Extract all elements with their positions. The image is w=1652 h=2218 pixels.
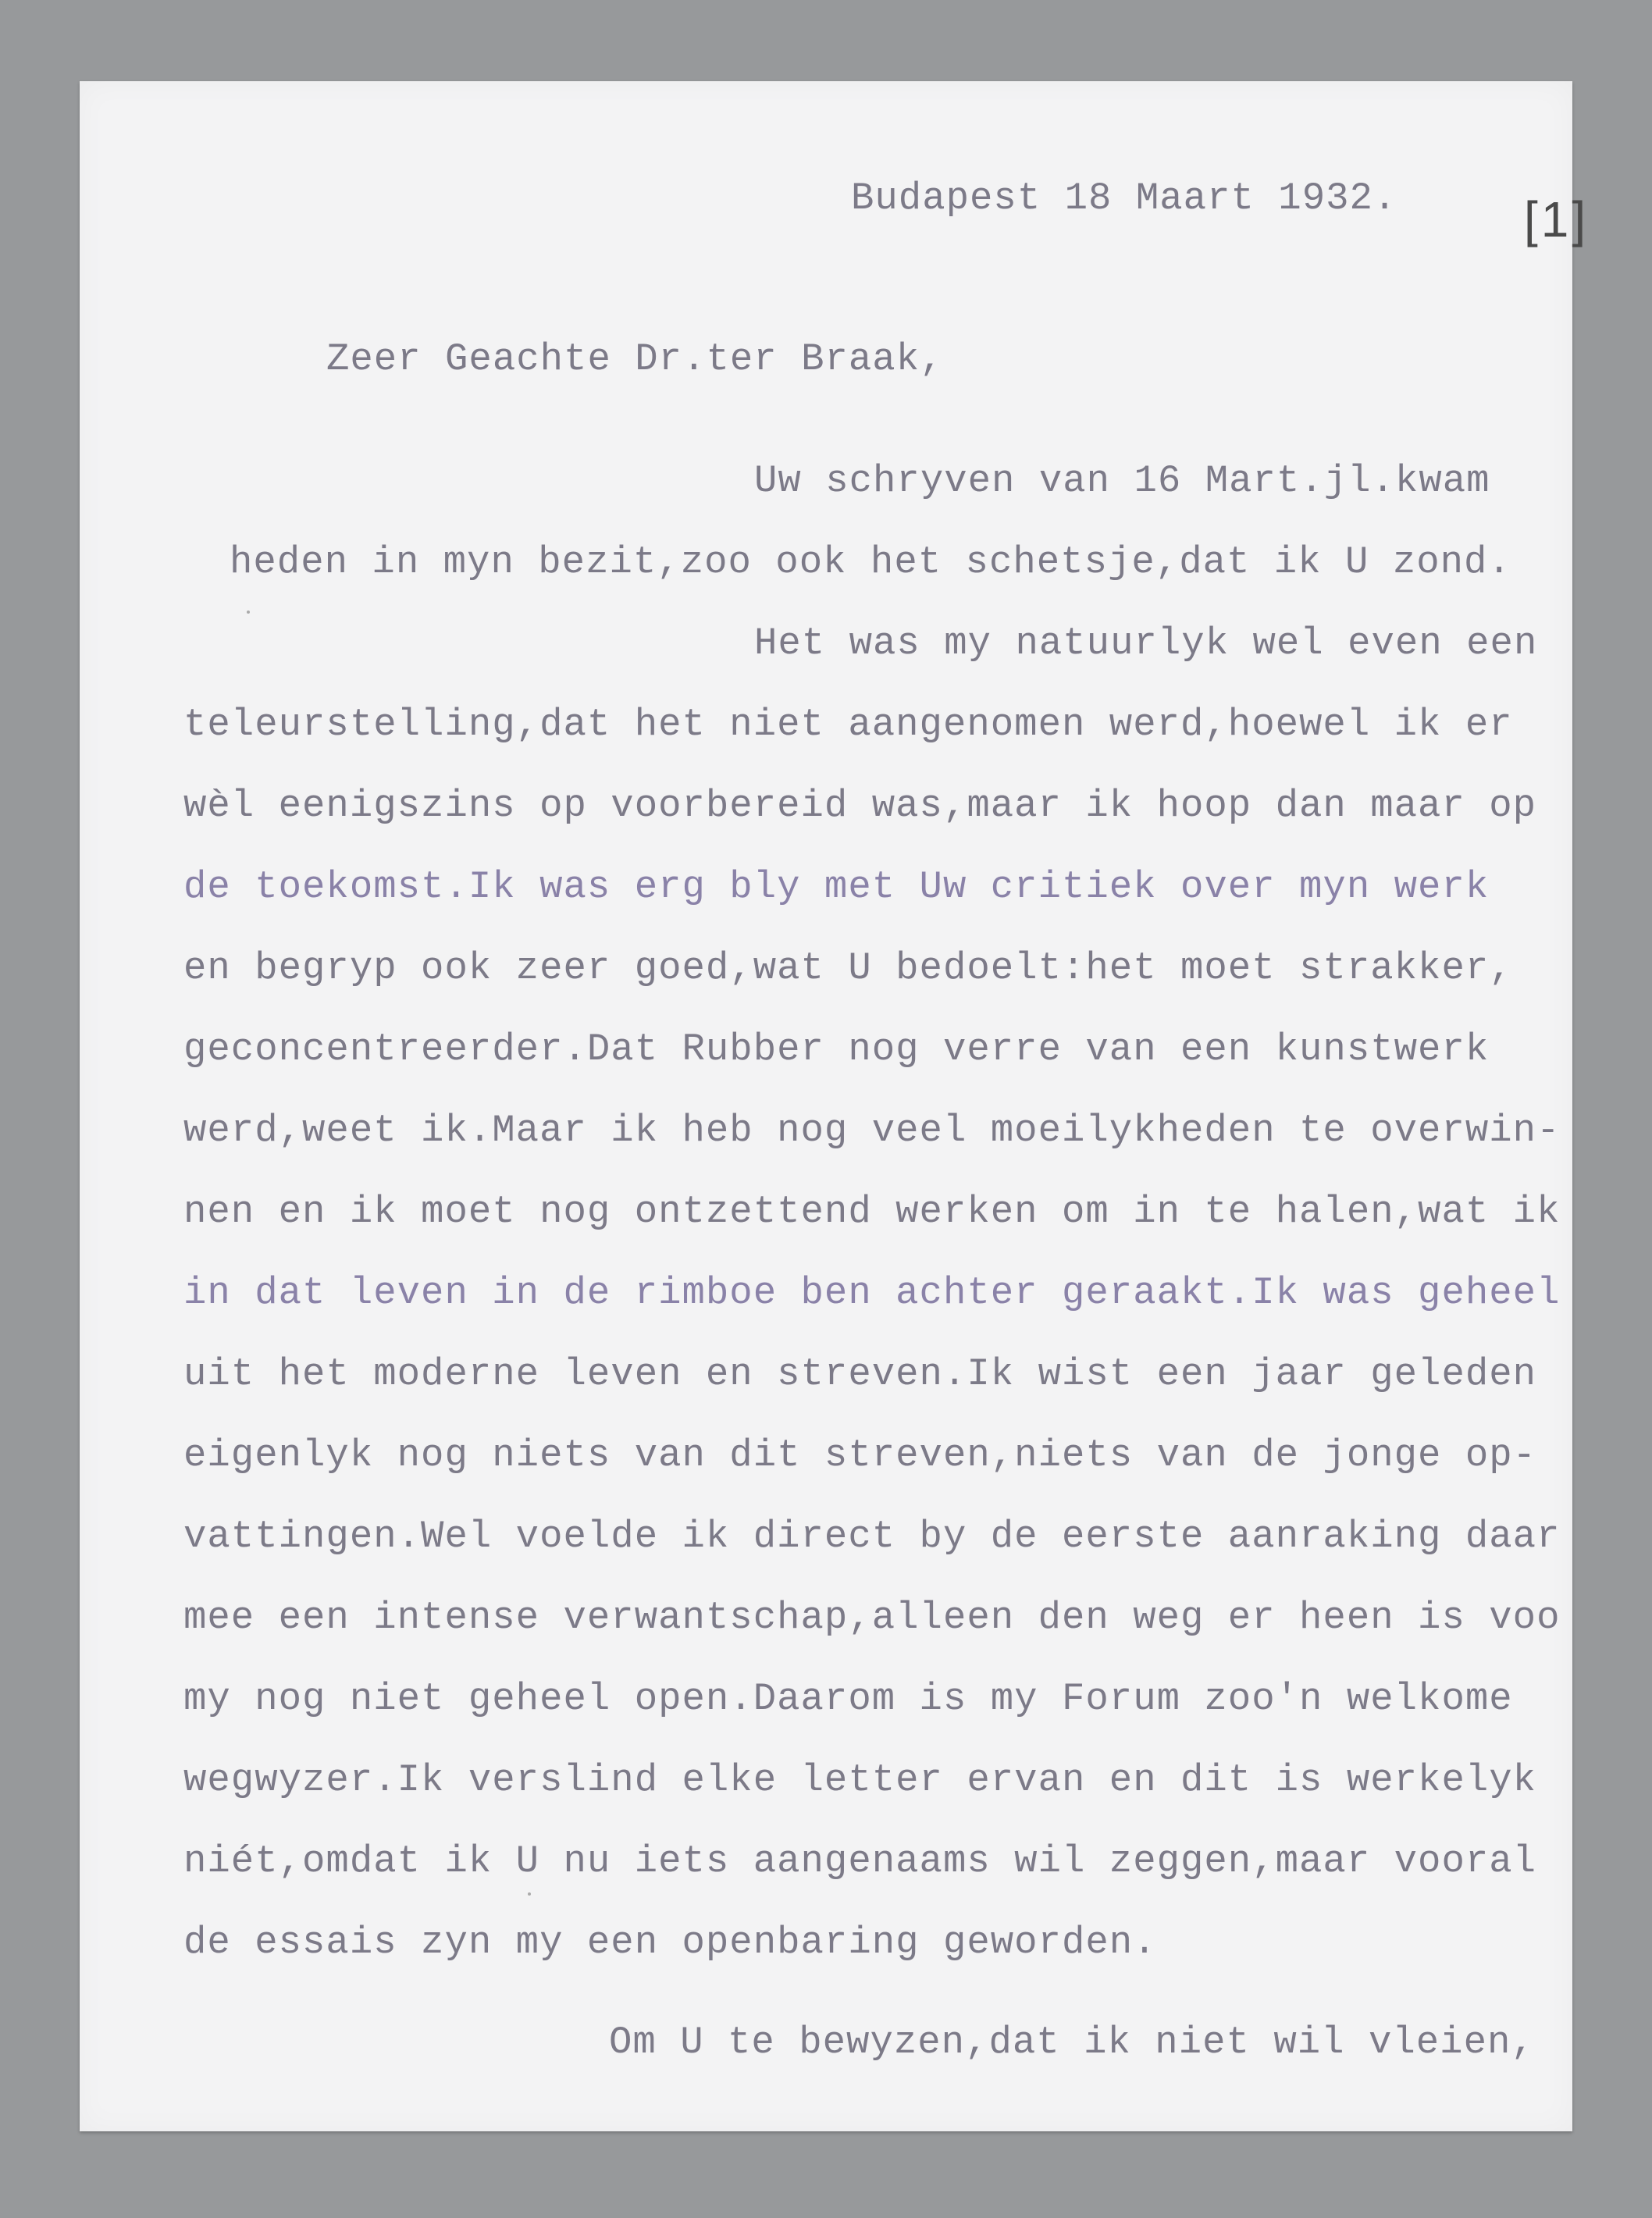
body-line: Het was my natuurlyk wel even een [754, 621, 1538, 665]
letter-page [80, 81, 1590, 2131]
body-line: wèl eenigszins op voorbereid was,maar ik hoop dan maar op [183, 784, 1537, 828]
date-line: Budapest 18 Maart 1932. [851, 176, 1397, 220]
body-line: niét,omdat ik U nu iets aangenaams wil zeggen,maar vooral [183, 1839, 1537, 1883]
body-line: geconcentreerder.Dat Rubber nog verre van een kunstwerk [183, 1027, 1490, 1071]
body-line: en begryp ook zeer goed,wat U bedoelt:het moet strakker, [183, 946, 1513, 990]
body-line: teleurstelling,dat het niet aangenomen werd,hoewel ik er [183, 703, 1513, 746]
salutation: Zeer Geachte Dr.ter Braak, [326, 337, 944, 381]
body-line: de essais zyn my een openbaring geworden. [183, 1921, 1157, 1964]
body-line: Uw schryven van 16 Mart.jl.kwam [754, 459, 1490, 503]
body-line: eigenlyk nog niets van dit streven,niets van de jonge op- [183, 1433, 1537, 1477]
body-line: werd,weet ik.Maar ik heb nog veel moeilykheden te overwin- [183, 1109, 1561, 1152]
body-line: mee een intense verwantschap,alleen den weg er heen is voo [183, 1596, 1561, 1639]
body-line: heden in myn bezit,zoo ook het schetsje,dat ik U zond. [230, 540, 1511, 584]
body-line: in dat leven in de rimboe ben achter geraakt.Ik was geheel [183, 1271, 1561, 1315]
body-line: nen en ik moet nog ontzettend werken om in te halen,wat ik [183, 1190, 1561, 1234]
folio-number: [1] [1524, 191, 1590, 247]
paper-speck [247, 611, 250, 614]
body-line: my nog niet geheel open.Daarom is my Forum zoo'n welkome [183, 1677, 1513, 1721]
body-line: vattingen.Wel voelde ik direct by de eerste aanraking daar [183, 1515, 1561, 1558]
body-line: Om U te bewyzen,dat ik niet wil vleien, [609, 2020, 1535, 2064]
body-line: uit het moderne leven en streven.Ik wist een jaar geleden [183, 1352, 1537, 1396]
paper-speck [528, 1892, 531, 1896]
body-line: wegwyzer.Ik verslind elke letter ervan en dit is werkelyk [183, 1758, 1537, 1802]
body-line: de toekomst.Ik was erg bly met Uw critiek over myn werk [183, 865, 1490, 909]
